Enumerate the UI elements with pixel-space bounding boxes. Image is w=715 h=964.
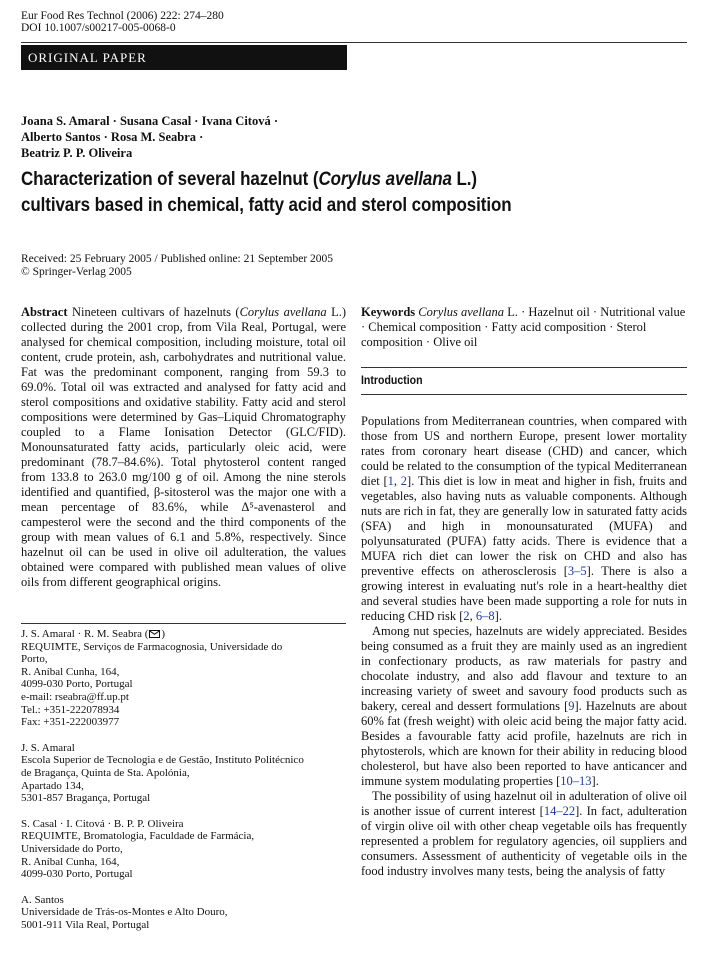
reference-link[interactable]: 2 — [400, 474, 408, 488]
reference-link[interactable]: 3–5 — [567, 564, 587, 578]
paragraph: Among nut species, hazelnuts are widely appreciated. Besides being consumed as a fruit they are mainly used as an ingredient in confectionary products, as raw materials for pastry and chocolate industry, and also add flavour and texture to an increasing variety of sweet and savoury food products such as bakery, cereal and dessert formulations [9]. Hazelnuts are about 60% fat (fresh weight) with oleic acid being the major fatty acid. Besides a favourable fatty acid profile, hazelnuts are rich in phytosterols, which are known for their ability in reducing blood cholesterol, but have also been reported to have anticancer and immune system modulating properties [10–13]. — [361, 624, 687, 788]
affiliation-line: Porto, — [21, 653, 48, 666]
affiliation-authors: J. S. Amaral — [21, 741, 75, 754]
section-heading-introduction: Introduction — [361, 373, 423, 387]
paragraph: The possibility of using hazelnut oil in adulteration of olive oil is another issue of current interest [14–22]. In fact, adulteration of virgin olive oil with other cheap vegetable oils has frequently represented a problem for regulatory agencies, oil suppliers and consumers. Assessment of authenticity of vegetable oils in the food industry involves many tests, being the analysis of fatty — [361, 789, 687, 878]
author-line: Joana S. Amaral · Susana Casal · Ivana Citová · — [21, 114, 278, 128]
species-name: Corylus avellana — [318, 168, 452, 190]
affiliation-line: Apartado 134, — [21, 779, 84, 792]
title-line-2: cultivars based in chemical, fatty acid and sterol composition — [21, 194, 512, 216]
reference-link[interactable]: 10–13 — [560, 774, 592, 788]
journal-citation: Eur Food Res Technol (2006) 222: 274–280 — [21, 10, 224, 22]
left-column — [21, 305, 346, 590]
affiliation-line: Universidade de Trás-os-Montes e Alto Douro, — [21, 906, 228, 919]
article-title — [21, 166, 578, 218]
affiliation-line: 5001-911 Vila Real, Portugal — [21, 918, 150, 931]
received-date: Received: 25 February 2005 / Published online: 21 September 2005 — [21, 253, 334, 265]
abstract-label: Abstract — [21, 305, 68, 319]
envelope-icon — [149, 630, 160, 638]
section-divider — [361, 394, 687, 395]
title-line-1: Characterization of several hazelnut (Corylus avellana L.) — [21, 168, 478, 190]
reference-link[interactable]: 6–8 — [475, 609, 495, 623]
article-type-banner: ORIGINAL PAPER — [21, 45, 347, 70]
publication-dates — [21, 253, 333, 279]
reference-link[interactable]: 9 — [568, 699, 575, 713]
reference-link[interactable]: 2 — [463, 609, 470, 623]
affiliation-email: e-mail: rseabra@ff.up.pt — [21, 690, 129, 703]
affiliation-line: R. Aníbal Cunha, 164, — [21, 665, 120, 678]
keywords: Keywords Corylus avellana L. · Hazelnut oil · Nutritional value · Chemical composition · Fatty acid composition · Sterol composition · Olive oil — [361, 305, 686, 349]
affiliation-line: Escola Superior de Tecnologia e de Gestão, Instituto Politécnico — [21, 754, 304, 767]
introduction-body — [361, 414, 687, 879]
affiliation-block — [21, 894, 346, 932]
author-line: Alberto Santos · Rosa M. Seabra · — [21, 130, 204, 144]
affiliation-authors: J. S. Amaral · R. M. Seabra ( ) — [21, 628, 166, 640]
affiliations — [21, 628, 346, 944]
affiliation-line: 4099-030 Porto, Portugal — [21, 678, 133, 691]
affiliations-divider — [21, 623, 346, 624]
affiliation-line: 5301-857 Bragança, Portugal — [21, 792, 151, 805]
header-divider — [21, 42, 687, 43]
affiliation-fax: Fax: +351-222003977 — [21, 716, 120, 729]
reference-link[interactable]: 1 — [387, 474, 394, 488]
author-list — [21, 113, 441, 161]
author-line: Beatriz P. P. Oliveira — [21, 146, 133, 160]
affiliation-line: 4099-030 Porto, Portugal — [21, 868, 133, 881]
affiliation-authors: A. Santos — [21, 893, 64, 906]
affiliation-line: de Bragança, Quinta de Sta. Apolónia, — [21, 766, 190, 779]
affiliation-authors: S. Casal · I. Citová · B. P. P. Oliveira — [21, 817, 184, 830]
affiliation-line: REQUIMTE, Bromatologia, Faculdade de Farmácia, — [21, 830, 255, 843]
affiliation-block — [21, 742, 346, 805]
affiliation-line: Universidade do Porto, — [21, 842, 123, 855]
abstract: Abstract Nineteen cultivars of hazelnuts (Corylus avellana L.) collected during the 2001 crop, from Vila Real, Portugal, were analysed for chemical composition, including moisture, total oil content, crude protein, ash, carbohydrates and nutritional value. Fat was the predominant component, ranging from 59.3 to 69.0%. Total oil was extracted and analysed for fatty acid and sterol compositions and oxidative stability. Fatty acid and sterol compositions were determined by Gas–Liquid Chromatography coupled to a Flame Ionisation Detector (GLC/FID). Monounsaturated fatty acids, particularly oleic acid, were predominant (78.7–84.6%). Total phytosterol content ranged from 133.8 to 263.0 mg/100 g of oil. Among the nine sterols identified and quantified, β-sitosterol was the major one with a mean percentage of 83.6%, while Δ⁵-avenasterol and campesterol were the second and the third components of the group with mean values of 6.1 and 5.8%, respectively. Since hazelnut oil can be used in olive oil adulteration, the values obtained were compared with published mean values of olive oils from different geographical origins. — [21, 305, 346, 589]
section-divider — [361, 367, 687, 368]
paragraph: Populations from Mediterranean countries, when compared with those from US and northern Europe, present lower mortality rates from coronary heart disease (CHD) and cancer, which could be related to the consumption of the typical Mediterranean diet [1, 2]. This diet is low in meat and higher in fish, fruits and vegetables, also having nuts as valuable components. Although nuts are rich in fat, they are generally low in saturated fatty acids (SFA) and high in monounsaturated (MUFA) and polyunsaturated (PUFA) fatty acids. There is evidence that a MUFA rich diet can lower the risk on CHD and also has preventive effects on atherosclerosis [3–5]. There is also a growing interest in evaluating nut's role in a heart-healthy diet and several studies have been made supporting a role for nuts in reducing CHD risk [2, 6–8]. — [361, 414, 688, 623]
doi: DOI 10.1007/s00217-005-0068-0 — [21, 22, 176, 34]
affiliation-line: REQUIMTE, Serviços de Farmacognosia, Universidade do — [21, 640, 283, 653]
affiliation-block — [21, 628, 346, 729]
affiliation-phone: Tel.: +351-222078934 — [21, 703, 120, 716]
copyright: © Springer-Verlag 2005 — [21, 266, 132, 278]
journal-reference — [21, 10, 224, 34]
affiliation-block — [21, 818, 346, 881]
affiliation-line: R. Aníbal Cunha, 164, — [21, 855, 120, 868]
keywords-label: Keywords — [361, 305, 416, 319]
reference-link[interactable]: 14–22 — [543, 804, 576, 818]
right-column — [361, 305, 687, 879]
